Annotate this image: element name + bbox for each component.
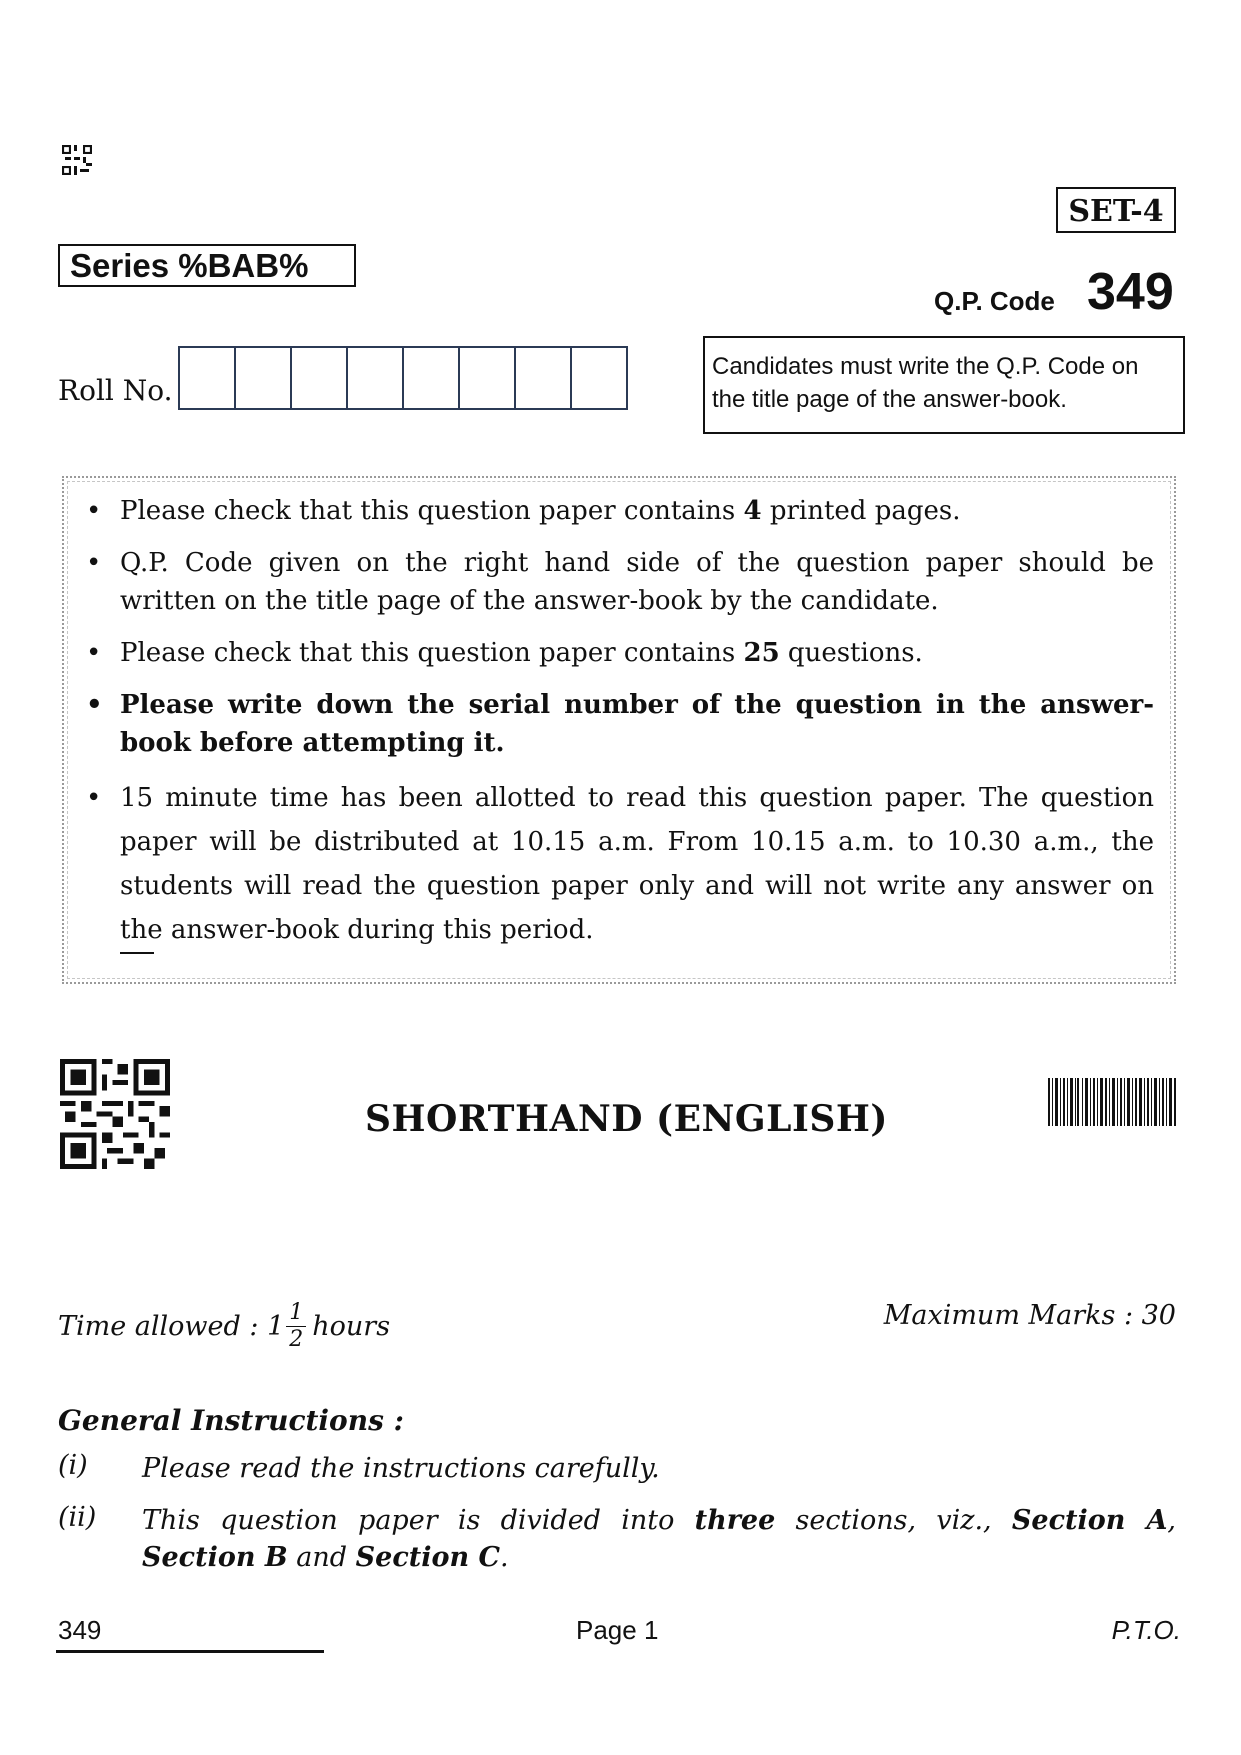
item-text: [142, 1502, 1176, 1576]
instructions-list: [86, 492, 1154, 966]
time-allowed-suffix: hours: [312, 1311, 391, 1342]
instruction-emphasis: 4: [743, 496, 762, 526]
candidate-note: Candidates must write the Q.P. Code on the title page of the answer-book.: [703, 336, 1185, 434]
item-number: (i): [58, 1450, 88, 1481]
instruction-text: printed pages.: [761, 496, 961, 526]
footer-page-number: Page 1: [576, 1615, 659, 1645]
item-text-bold: Section B: [142, 1542, 288, 1573]
roll-digit-box[interactable]: [514, 346, 572, 410]
roll-digit-box[interactable]: [402, 346, 460, 410]
roll-digit-box[interactable]: [234, 346, 292, 410]
roll-digit-box[interactable]: [458, 346, 516, 410]
end-dash: [120, 952, 154, 954]
fraction: [286, 1300, 306, 1353]
item-text-bold: three: [694, 1505, 776, 1536]
instruction-text: Please check that this question paper contains: [120, 496, 744, 526]
instruction-item: • 15 minute time has been allotted to read this question paper. The question paper will be distributed at 10.15 a.m. From 10.15 a.m. to 10.30 a.m., the students will read the question paper only and will not write any answer on the answer-book during this period.: [86, 776, 1154, 952]
instruction-item: • Q.P. Code given on the right hand side of the question paper should be written on the title page of the answer-book by the candidate.: [86, 544, 1154, 620]
instruction-emphasis: 25: [743, 638, 780, 668]
item-text-part: and: [287, 1542, 356, 1573]
time-allowed-prefix: Time allowed : 1: [58, 1311, 285, 1342]
roll-digit-box[interactable]: [570, 346, 628, 410]
time-allowed: [58, 1300, 390, 1353]
roll-digit-box[interactable]: [346, 346, 404, 410]
footer-pto: P.T.O.: [1111, 1615, 1181, 1645]
item-text-part: .: [500, 1542, 509, 1573]
instruction-item: [86, 634, 1154, 672]
qp-code-label: Q.P. Code: [934, 286, 1055, 316]
general-instruction-item: [58, 1450, 1178, 1490]
roll-number-boxes[interactable]: [178, 346, 628, 410]
subject-title: SHORTHAND (ENGLISH): [365, 1098, 888, 1140]
set-label: SET-4: [1056, 187, 1176, 233]
fraction-numerator: 1: [286, 1300, 306, 1327]
series-label: Series %BAB%: [58, 244, 356, 287]
instruction-text: questions.: [779, 638, 923, 668]
item-number: (ii): [58, 1502, 97, 1533]
general-instruction-item: [58, 1502, 1178, 1582]
barcode-icon: [1048, 1078, 1176, 1126]
roll-digit-box[interactable]: [178, 346, 236, 410]
instruction-item: [86, 492, 1154, 530]
instruction-text: Please check that this question paper contains: [120, 638, 744, 668]
roll-digit-box[interactable]: [290, 346, 348, 410]
qp-code-number: 349: [1087, 263, 1174, 321]
item-text-bold: Section A: [1011, 1505, 1168, 1536]
item-text-part: ,: [1167, 1505, 1176, 1536]
footer-rule: [56, 1650, 324, 1653]
general-instructions-title: General Instructions :: [58, 1404, 404, 1437]
item-text-part: sections, viz.,: [775, 1505, 1012, 1536]
item-text: Please read the instructions carefully.: [142, 1453, 660, 1484]
qr-code-small-icon: [62, 145, 92, 175]
qr-code-icon: [60, 1058, 170, 1170]
instruction-item: • Please write down the serial number of the question in the answer-book before attempting it.: [86, 686, 1154, 762]
roll-number-label: Roll No.: [58, 374, 173, 407]
fraction-denominator: 2: [289, 1327, 304, 1352]
item-text-part: This question paper is divided into: [142, 1505, 695, 1536]
item-text-bold: Section C: [355, 1542, 501, 1573]
maximum-marks: Maximum Marks : 30: [883, 1300, 1176, 1331]
footer-code: 349: [58, 1615, 102, 1645]
